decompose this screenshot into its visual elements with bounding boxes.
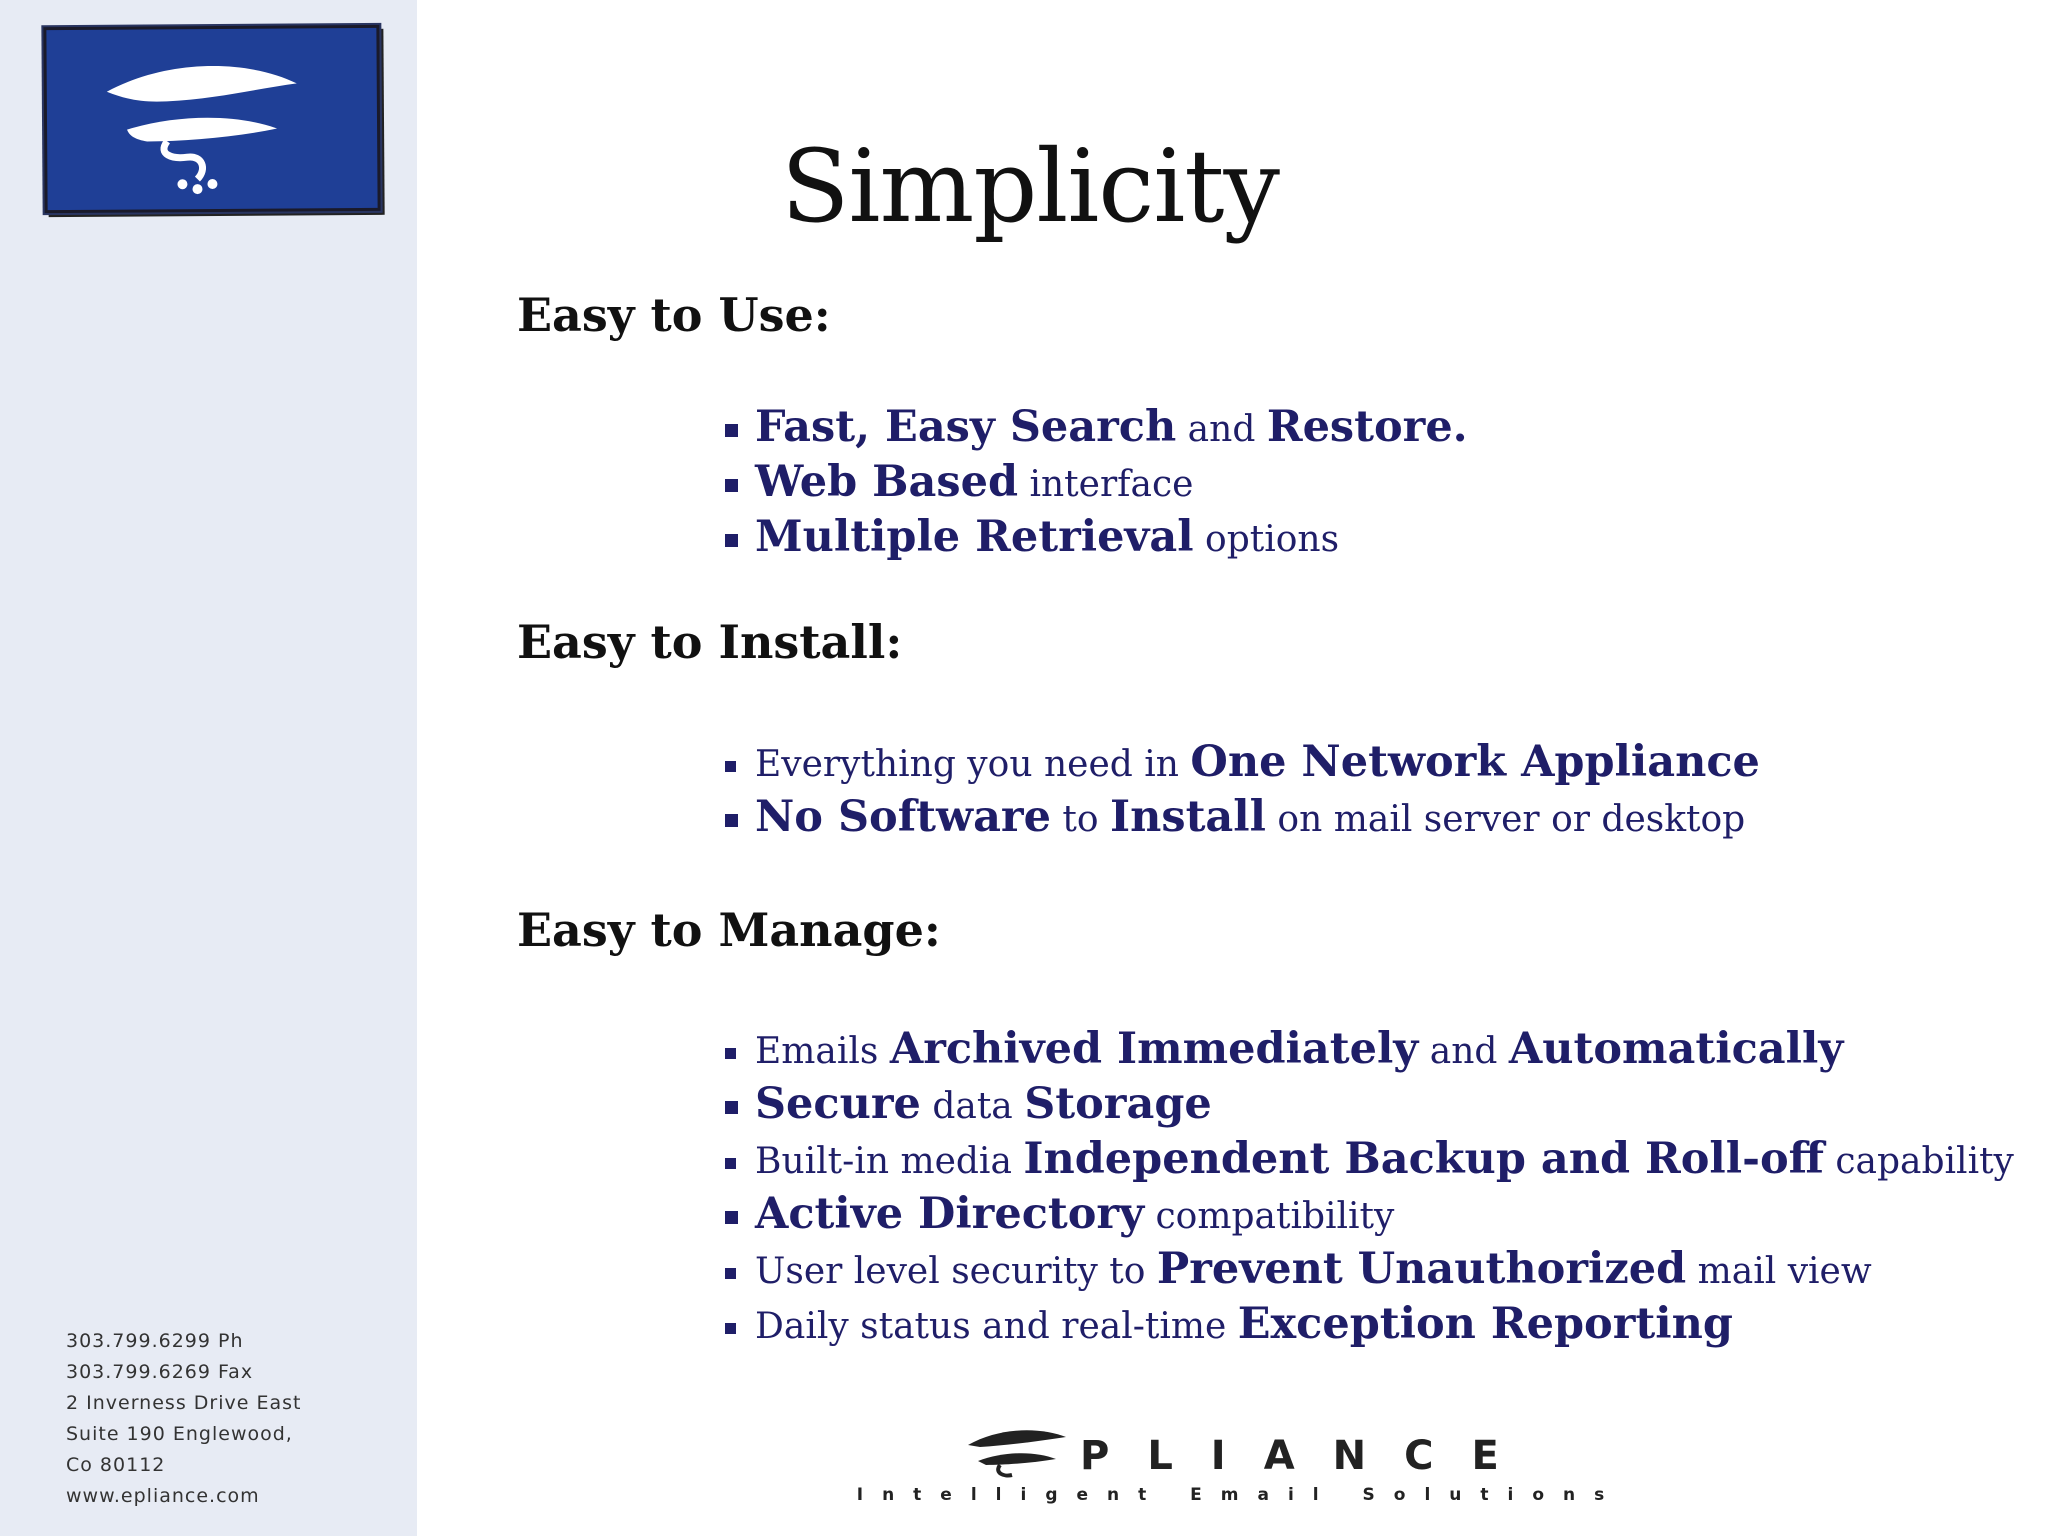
bullet-text: User level security to [755,1251,1157,1292]
bullet-emphasis: Multiple Retrieval [755,512,1194,562]
logo [43,25,380,213]
bullet-list-install [722,735,1760,845]
bullet-item [722,1242,2014,1297]
bullet-emphasis: Web Based [755,457,1019,507]
bullet-item [722,510,1468,565]
address-line-1: 2 Inverness Drive East [66,1392,302,1414]
bullet-emphasis: One Network Appliance [1190,737,1760,787]
brand-tagline: Intelligent Email Solutions [856,1485,1624,1505]
bullet-text: data [920,1086,1025,1127]
brand-name: PLIANCE [1080,1433,1537,1479]
bullet-item [722,1132,2014,1187]
bullet-emphasis: Install [1109,792,1266,842]
website-link[interactable]: www.epliance.com [66,1485,260,1507]
bullet-item [722,790,1760,845]
bullet-item [722,400,1468,455]
bullet-emphasis: Fast, Easy Search [755,402,1177,452]
bullet-text: compatibility [1144,1196,1395,1237]
bullet-emphasis: Active Directory [755,1189,1145,1239]
bullet-emphasis: Archived Immediately [889,1024,1419,1074]
bullet-text: and [1176,409,1267,450]
bullet-text: on mail server or desktop [1265,799,1746,840]
bullet-emphasis: Independent Backup and Roll-off [1023,1134,1824,1184]
bullet-item [722,455,1468,510]
bullet-text: Built-in media [755,1141,1024,1182]
address-line-3: Co 80112 [66,1454,166,1476]
fax-number: 303.799.6269 Fax [66,1361,254,1383]
sidebar [0,0,417,1536]
address-line-2: Suite 190 Englewood, [66,1423,293,1445]
bullet-item [722,1022,2014,1077]
section-heading-use: Easy to Use: [517,288,831,342]
bullet-item [722,1297,2014,1352]
bullet-emphasis: Storage [1024,1079,1212,1129]
bullet-text: interface [1018,464,1194,505]
bullet-text: and [1418,1031,1509,1072]
bullet-text: capability [1823,1141,2014,1182]
bullet-text: to [1050,799,1110,840]
bullet-emphasis: Exception Reporting [1237,1299,1733,1349]
logo-mark-icon [46,28,377,210]
brand-swirl-icon [960,1423,1070,1483]
bullet-text: Everything you need in [755,744,1191,785]
bullet-text: options [1193,519,1340,560]
bullet-item [722,735,1760,790]
phone-number: 303.799.6299 Ph [66,1330,244,1352]
bullet-item [722,1187,2014,1242]
bullet-emphasis: Automatically [1508,1024,1844,1074]
bullet-text: Emails [755,1031,890,1072]
bullet-item [722,1077,2014,1132]
bullet-text: mail view [1686,1251,1872,1292]
section-heading-manage: Easy to Manage: [517,903,941,957]
contact-info [66,1326,301,1512]
slide-title: Simplicity [781,128,1279,245]
bullet-emphasis: No Software [755,792,1051,842]
bullet-text: Daily status and real-time [755,1306,1238,1347]
bullet-emphasis: Secure [755,1079,921,1129]
bullet-list-manage [722,1022,2014,1352]
footer-logo [856,1415,1660,1515]
section-heading-install: Easy to Install: [517,615,903,669]
bullet-emphasis: Restore. [1266,402,1468,452]
bullet-list-use [722,400,1468,565]
bullet-emphasis: Prevent Unauthorized [1156,1244,1687,1294]
